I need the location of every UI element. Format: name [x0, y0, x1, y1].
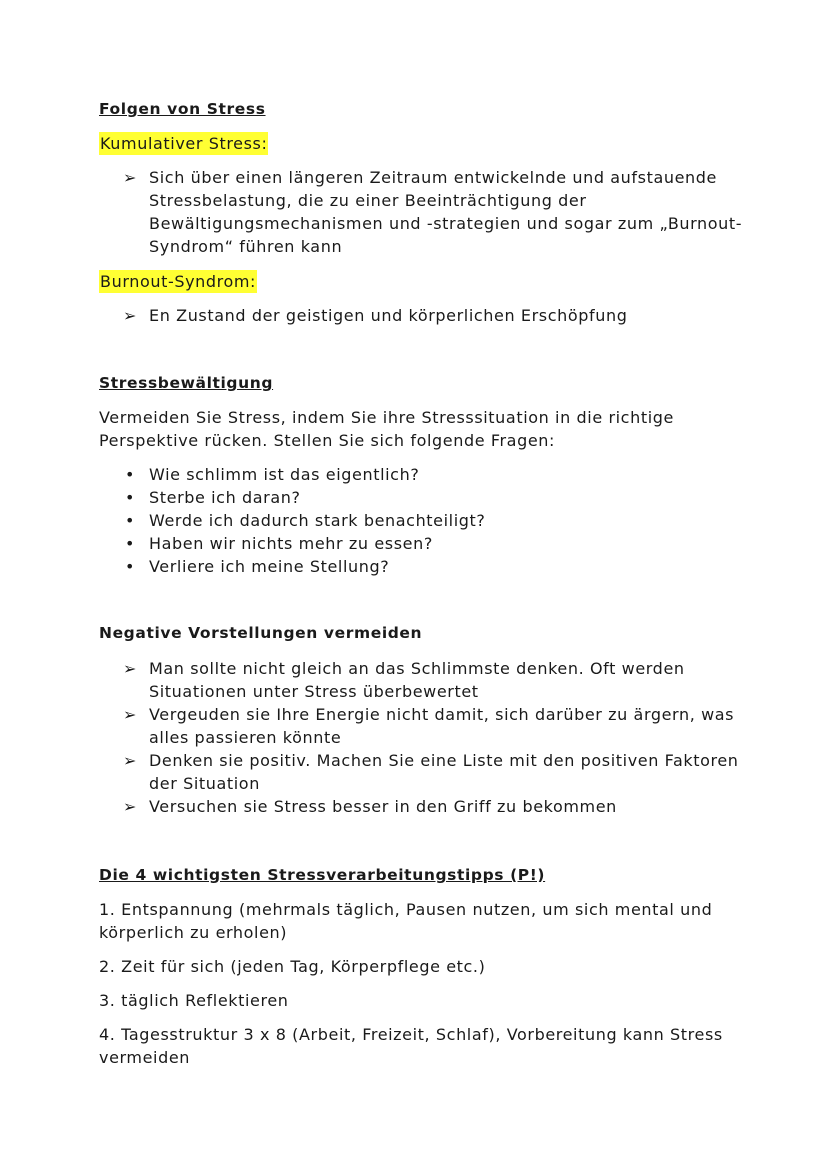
list-item — [99, 657, 759, 703]
list-questions — [99, 463, 759, 578]
list-item — [99, 509, 759, 532]
heading-stressbewaeltigung: Stressbewältigung — [99, 374, 274, 392]
list-item-text: En Zustand der geistigen und körperlichen Erschöpfung — [149, 306, 628, 325]
list-negative-vorstellungen — [99, 657, 759, 818]
tip-item: 3. täglich Reflektieren — [99, 991, 289, 1010]
highlight-burnout-syndrom: Burnout-Syndrom: — [100, 272, 257, 291]
highlight-kumulativer-stress: Kumulativer Stress: — [100, 134, 268, 153]
list-item-text: Sterbe ich daran? — [149, 488, 301, 507]
arrow-bullet-icon: ➢ — [122, 168, 137, 187]
dot-bullet-icon: • — [124, 465, 136, 484]
list-item — [99, 795, 759, 818]
list-item — [99, 463, 759, 486]
list-burnout-syndrom — [99, 304, 759, 327]
dot-bullet-icon: • — [124, 488, 136, 507]
heading-stressverarbeitungstipps: Die 4 wichtigsten Stressverarbeitungstipps (P!) — [99, 866, 546, 884]
list-item — [99, 304, 759, 327]
list-item-text: Wie schlimm ist das eigentlich? — [149, 465, 420, 484]
list-item-text: Werde ich dadurch stark benachteiligt? — [149, 511, 486, 530]
arrow-bullet-icon: ➢ — [122, 306, 137, 325]
arrow-bullet-icon: ➢ — [122, 659, 137, 678]
dot-bullet-icon: • — [124, 557, 136, 576]
arrow-bullet-icon: ➢ — [122, 751, 137, 770]
list-item-text: Denken sie positiv. Machen Sie eine Liste mit den positiven Faktoren der Situation — [149, 751, 739, 793]
dot-bullet-icon: • — [124, 511, 136, 530]
list-item-text: Versuchen sie Stress besser in den Griff zu bekommen — [149, 797, 617, 816]
list-item — [99, 749, 759, 795]
list-item-text: Haben wir nichts mehr zu essen? — [149, 534, 433, 553]
list-item-text: Man sollte nicht gleich an das Schlimmste denken. Oft werden Situationen unter Stress überbewertet — [149, 659, 685, 701]
tip-item: 4. Tagesstruktur 3 x 8 (Arbeit, Freizeit, Schlaf), Vorbereitung kann Stress vermeiden — [99, 1025, 723, 1067]
heading-negative-vorstellungen: Negative Vorstellungen vermeiden — [99, 624, 423, 642]
heading-folgen-von-stress: Folgen von Stress — [99, 100, 266, 118]
list-item-text: Sich über einen längeren Zeitraum entwickelnde und aufstauende Stressbelastung, die zu einer Beeinträchtigung der Bewältigungsmechanismen und -strategien und sogar zum „Burnout-Syndrom“ führen kann — [149, 168, 743, 256]
tip-item: 2. Zeit für sich (jeden Tag, Körperpflege etc.) — [99, 957, 486, 976]
document-content — [99, 98, 759, 1069]
intro-paragraph: Vermeiden Sie Stress, indem Sie ihre Stresssituation in die richtige Perspektive rücken. Stellen Sie sich folgende Fragen: — [99, 408, 674, 450]
dot-bullet-icon: • — [124, 534, 136, 553]
tip-item: 1. Entspannung (mehrmals täglich, Pausen nutzen, um sich mental und körperlich zu erholen) — [99, 900, 713, 942]
list-item-text: Vergeuden sie Ihre Energie nicht damit, sich darüber zu ärgern, was alles passieren könnte — [149, 705, 735, 747]
arrow-bullet-icon: ➢ — [122, 797, 137, 816]
list-item — [99, 532, 759, 555]
list-item — [99, 166, 759, 258]
arrow-bullet-icon: ➢ — [122, 705, 137, 724]
list-item — [99, 555, 759, 578]
list-kumulativer-stress — [99, 166, 759, 258]
list-item — [99, 486, 759, 509]
list-item-text: Verliere ich meine Stellung? — [149, 557, 390, 576]
list-item — [99, 703, 759, 749]
